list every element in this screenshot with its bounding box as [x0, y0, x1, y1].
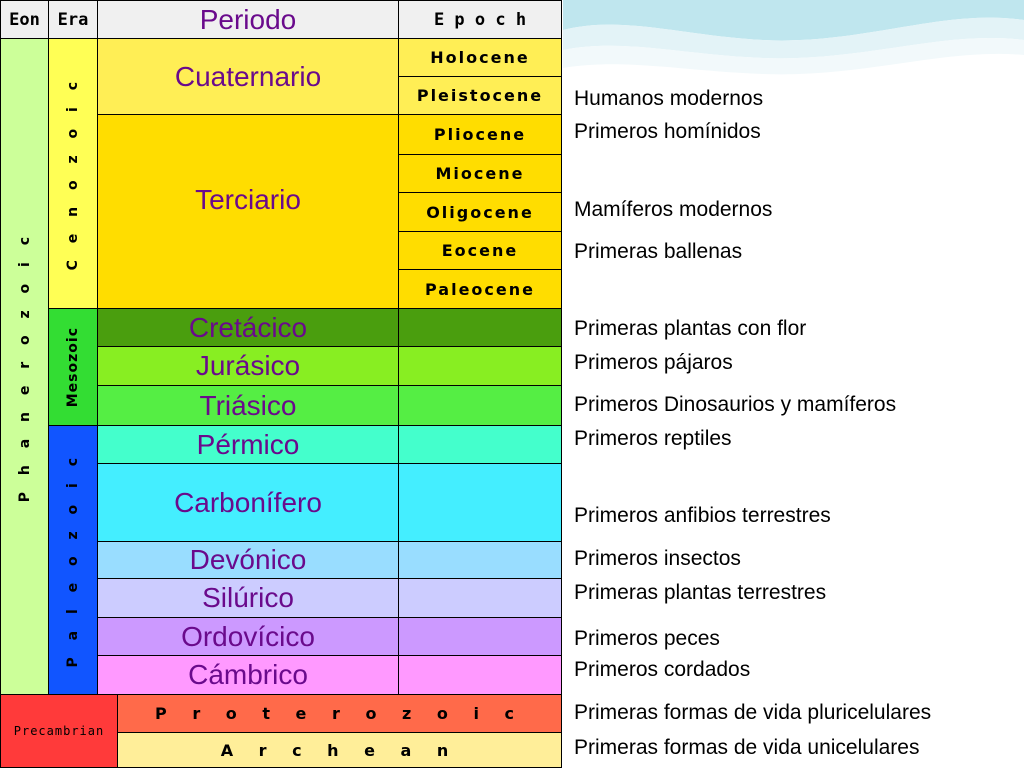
epoch-pleistocene-label: Pleistocene: [416, 86, 544, 105]
period-terciario: [97, 114, 399, 309]
event-text: Primeras formas de vida unicelulares: [574, 736, 920, 759]
epoch-holocene: [398, 38, 562, 77]
header-epoch: [398, 0, 562, 39]
era-proterozoic-label: P r o t e r o z o i c: [155, 704, 524, 723]
period-terciario-label: Terciario: [195, 183, 301, 215]
era-mesozoic-label: Mesozoic: [65, 326, 81, 408]
epoch-pleistocene: [398, 76, 562, 115]
decorative-wave: [563, 0, 1024, 92]
header-eon: [0, 0, 49, 39]
period-carbonifero: [97, 463, 399, 542]
header-eon-label: Eon: [9, 9, 40, 30]
header-era-label: Era: [57, 9, 89, 30]
event-text: Primeros insectos: [574, 547, 741, 570]
epoch-cell-triasico: [398, 385, 562, 426]
epoch-paleocene-label: Paleocene: [425, 279, 535, 299]
epoch-pliocene-label: Pliocene: [433, 125, 527, 144]
event-text: Primeras ballenas: [574, 240, 743, 263]
period-cretacico: [97, 308, 399, 347]
era-proterozoic: [117, 694, 562, 733]
epoch-oligocene: [398, 192, 562, 232]
header-era: [48, 0, 98, 39]
event-text: Primeros reptiles: [574, 427, 732, 450]
period-devonico: [97, 541, 399, 579]
period-cambrico-label: Cámbrico: [188, 659, 308, 690]
era-paleozoic-label: P a l e o z o i c: [65, 452, 81, 668]
event-text: Primeros homínidos: [574, 120, 761, 143]
epoch-cell-ordovicico: [398, 617, 562, 656]
period-cretacico-label: Cretácico: [188, 311, 308, 343]
header-periodo: [97, 0, 399, 39]
epoch-paleocene: [398, 269, 562, 309]
era-mesozoic: [48, 308, 98, 426]
event-text: Primeros cordados: [574, 658, 751, 681]
header-periodo-label: Periodo: [199, 3, 297, 35]
era-cenozoic: [48, 38, 98, 309]
eon-phanerozoic: [0, 38, 49, 695]
epoch-cell-permico: [398, 425, 562, 464]
period-cambrico: [97, 655, 399, 695]
event-text: Primeras plantas con flor: [574, 317, 807, 340]
epoch-pliocene: [398, 114, 562, 155]
period-triasico: [97, 385, 399, 426]
epoch-cell-jurasico: [398, 346, 562, 386]
period-cuaternario: [97, 38, 399, 115]
era-paleozoic: [48, 425, 98, 695]
epoch-eocene-label: Eocene: [441, 241, 519, 260]
epoch-cell-carbonifero: [398, 463, 562, 542]
header-epoch-label: E p o c h: [433, 9, 527, 30]
eon-precambrian: [0, 694, 118, 768]
era-archean-label: A r c h e a n: [220, 740, 459, 760]
period-permico-label: Pérmico: [196, 428, 300, 460]
event-text: Primeras formas de vida pluricelulares: [574, 701, 932, 724]
event-text: Primeras plantas terrestres: [574, 581, 827, 604]
period-carbonifero-label: Carbonífero: [174, 486, 322, 518]
event-text: Primeros Dinosaurios y mamíferos: [574, 393, 897, 416]
epoch-miocene-label: Miocene: [435, 164, 525, 183]
era-cenozoic-label: C e n o z o i c: [65, 76, 81, 271]
period-ordovicico: [97, 617, 399, 656]
period-triasico-label: Triásico: [199, 389, 297, 421]
epoch-miocene: [398, 154, 562, 193]
event-text: Mamíferos modernos: [574, 198, 773, 221]
eon-phanerozoic-label: P h a n e r o z o i c: [16, 230, 33, 503]
era-archean: [117, 732, 562, 768]
epoch-cell-cretacico: [398, 308, 562, 347]
epoch-cell-cambrico: [398, 655, 562, 695]
period-permico: [97, 425, 399, 464]
period-cuaternario-label: Cuaternario: [174, 60, 322, 92]
epoch-holocene-label: Holocene: [430, 48, 530, 67]
epoch-cell-silurico: [398, 578, 562, 618]
event-text: Primeros peces: [574, 627, 720, 650]
epoch-oligocene-label: Oligocene: [426, 202, 534, 222]
eon-precambrian-label: Precambrian: [13, 724, 105, 738]
event-text: Primeros anfibios terrestres: [574, 504, 831, 527]
period-devonico-label: Devónico: [189, 544, 307, 575]
epoch-eocene: [398, 231, 562, 270]
event-text: Primeros pájaros: [574, 351, 733, 374]
period-jurasico-label: Jurásico: [195, 350, 301, 381]
period-jurasico: [97, 346, 399, 386]
period-ordovicico-label: Ordovícico: [181, 620, 315, 652]
epoch-cell-devonico: [398, 541, 562, 579]
period-silurico: [97, 578, 399, 618]
event-text: Humanos modernos: [574, 87, 764, 110]
period-silurico-label: Silúrico: [202, 582, 294, 613]
